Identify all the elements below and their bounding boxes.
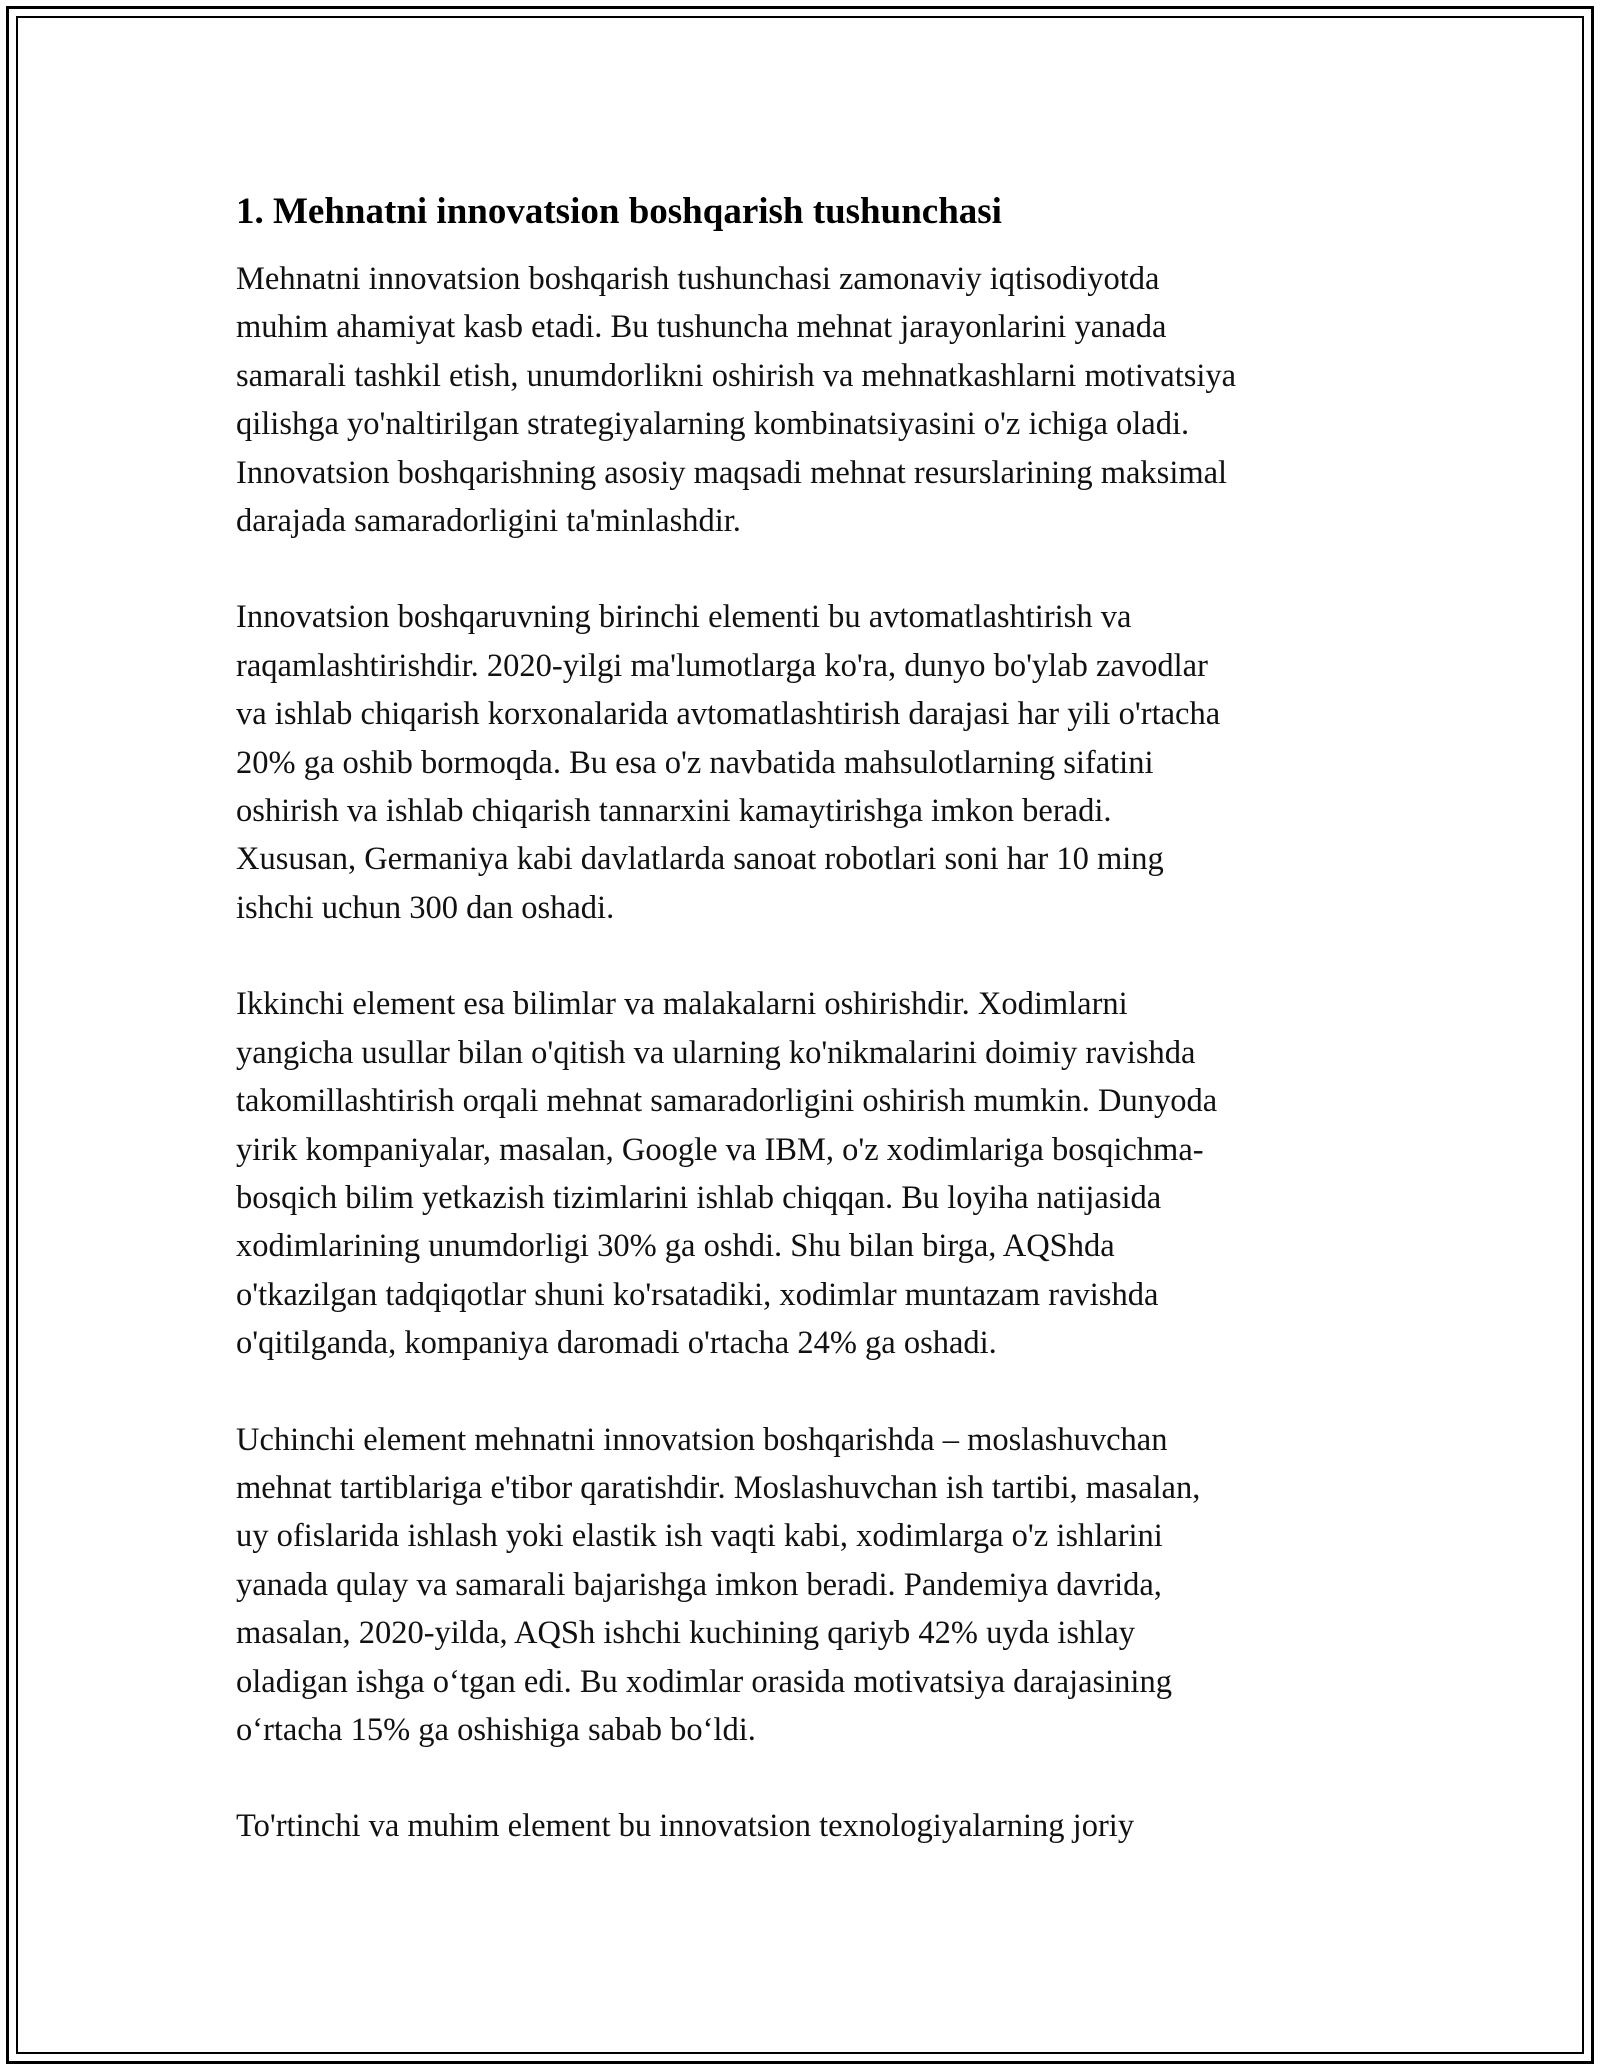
- paragraph-line: o‘rtacha 15% ga oshishiga sabab bo‘ldi.: [236, 1711, 756, 1748]
- paragraph-line: 20% ga oshib bormoqda. Bu esa o'z navbatida mahsulotlarning sifatini: [236, 744, 1154, 781]
- paragraph-line: Ikkinchi element esa bilimlar va malakalarni oshirishdir. Xodimlarni: [236, 986, 1128, 1023]
- paragraph-line: oladigan ishga o‘tgan edi. Bu xodimlar orasida motivatsiya darajasining: [236, 1663, 1172, 1700]
- paragraph-line: Mehnatni innovatsion boshqarish tushunchasi zamonaviy iqtisodiyotda: [236, 261, 1160, 297]
- paragraph-line: yangicha usullar bilan o'qitish va ularning ko'nikmalarini doimiy ravishda: [236, 1034, 1196, 1071]
- paragraph-5: [236, 1802, 1376, 1850]
- paragraph-line: muhim ahamiyat kasb etadi. Bu tushuncha mehnat jarayonlarini yanada: [236, 309, 1167, 346]
- paragraph-line: mehnat tartiblariga e'tibor qaratishdir. Moslashuvchan ish tartibi, masalan,: [236, 1469, 1201, 1506]
- paragraph-1: [236, 255, 1376, 545]
- paragraph-line: Xususan, Germaniya kabi davlatlarda sanoat robotlari soni har 10 ming: [236, 841, 1164, 878]
- paragraph-4: [236, 1416, 1376, 1755]
- paragraph-line: xodimlarining unumdorligi 30% ga oshdi. Shu bilan birga, AQShda: [236, 1228, 1115, 1265]
- paragraph-line: qilishga yo'naltirilgan strategiyalarning kombinatsiyasini o'z ichiga oladi.: [236, 406, 1190, 443]
- paragraph-line: masalan, 2020-yilda, AQSh ishchi kuchining qariyb 42% uyda ishlay: [236, 1615, 1136, 1652]
- paragraph-2: [236, 593, 1376, 932]
- document-body: [236, 186, 1376, 1851]
- paragraph-line: yirik kompaniyalar, masalan, Google va IBM, o'z xodimlariga bosqichma-: [236, 1131, 1204, 1168]
- paragraph-line: ishchi uchun 300 dan oshadi.: [236, 889, 615, 926]
- paragraph-line: raqamlashtirishdir. 2020-yilgi ma'lumotlarga ko'ra, dunyo bo'ylab zavodlar: [236, 647, 1208, 684]
- paragraph-line: Innovatsion boshqarishning asosiy maqsadi mehnat resurslarining maksimal: [236, 454, 1228, 491]
- paragraph-line: uy ofislarida ishlash yoki elastik ish vaqti kabi, xodimlarga o'z ishlarini: [236, 1518, 1163, 1555]
- section-heading: 1. Mehnatni innovatsion boshqarish tushunchasi: [236, 191, 1002, 232]
- paragraph-line: darajada samaradorligini ta'minlashdir.: [236, 503, 741, 540]
- paragraph-line: Uchinchi element mehnatni innovatsion boshqarishda – moslashuvchan: [236, 1421, 1168, 1458]
- paragraph-line: o'tkazilgan tadqiqotlar shuni ko'rsatadiki, xodimlar muntazam ravishda: [236, 1276, 1159, 1313]
- paragraph-line: oshirish va ishlab chiqarish tannarxini kamaytirishga imkon beradi.: [236, 793, 1112, 830]
- paragraph-line: o'qitilganda, kompaniya daromadi o'rtacha 24% ga oshadi.: [236, 1325, 997, 1362]
- paragraph-3: [236, 980, 1376, 1367]
- paragraph-line: To'rtinchi va muhim element bu innovatsion texnologiyalarning joriy: [236, 1808, 1135, 1845]
- paragraph-line: samarali tashkil etish, unumdorlikni oshirish va mehnatkashlarni motivatsiya: [236, 357, 1237, 394]
- paragraph-line: takomillashtirish orqali mehnat samaradorligini oshirish mumkin. Dunyoda: [236, 1083, 1218, 1120]
- paragraph-line: yanada qulay va samarali bajarishga imkon beradi. Pandemiya davrida,: [236, 1566, 1162, 1603]
- paragraph-line: bosqich bilim yetkazish tizimlarini ishlab chiqqan. Bu loyiha natijasida: [236, 1179, 1162, 1216]
- paragraph-line: va ishlab chiqarish korxonalarida avtomatlashtirish darajasi har yili o'rtacha: [236, 696, 1221, 733]
- paragraph-line: Innovatsion boshqaruvning birinchi elementi bu avtomatlashtirish va: [236, 599, 1132, 636]
